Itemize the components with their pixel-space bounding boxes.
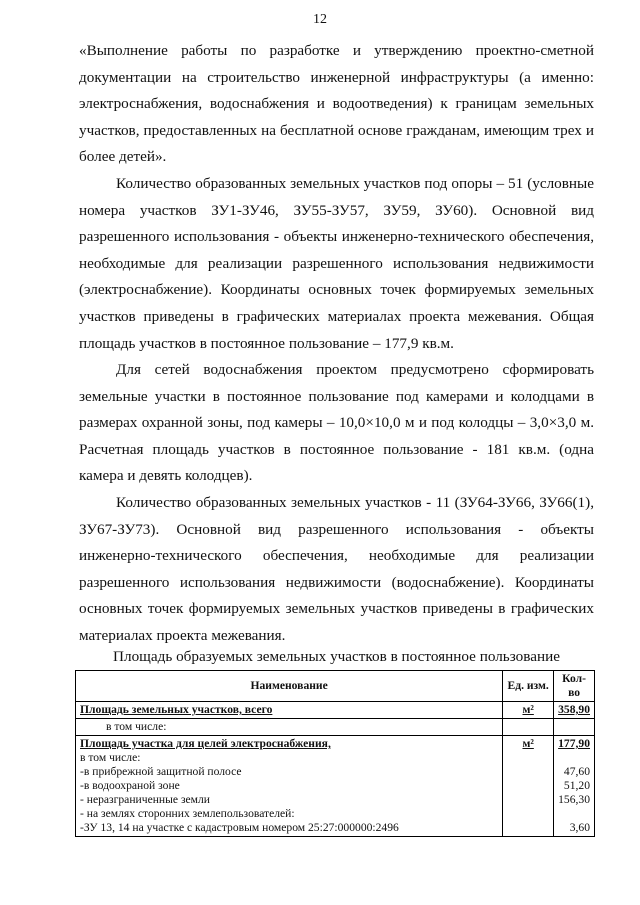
electric-sub-value: [558, 807, 590, 821]
paragraph-project-title: «Выполнение работы по разработке и утверждению проектно-сметной документации на строительство инженерной инфраструктуры (а именно: электроснабжения, водоснабжения и водоотведения) к границам земельных участков, предоставленных на бесплатной основе гражданам, имеющим трех и более детей».: [79, 42, 594, 166]
empty-cell: [554, 719, 595, 736]
including-label: в том числе:: [76, 719, 503, 736]
electric-sub-label: -в прибрежной защитной полосе: [80, 765, 242, 778]
electric-name-cell: [76, 736, 503, 837]
table-caption: Площадь образуемых земельных участков в постоянное пользование: [113, 648, 560, 665]
table-row: [76, 702, 595, 719]
table-header-row: [76, 671, 595, 702]
electric-sub-value: 47,60: [563, 765, 590, 778]
header-qty: Кол-во: [554, 671, 595, 702]
electric-sub-label: -в водоохраной зоне: [80, 779, 180, 792]
table-row: [76, 719, 595, 736]
paragraph-water-network: Для сетей водоснабжения проектом предусмотрено сформировать земельные участки в постоянное пользование под камерами и колодцами в размерах охранной зоны, под камеры – 10,0×10,0 м и под колодцы – 3,0×3,0 м. Расчетная площадь участков в постоянное пользование - 181 кв.м. (одна камера и девять колодцев).: [79, 361, 594, 485]
electric-unit: м²: [503, 736, 554, 837]
table-row: [76, 736, 595, 837]
electric-sub-value: 156,30: [558, 793, 590, 806]
empty-cell: [503, 719, 554, 736]
total-name: Площадь земельных участков, всего: [76, 702, 503, 719]
electric-name: Площадь участка для целей электроснабжения,: [80, 737, 331, 750]
paragraph-water-plots: Количество образованных земельных участков - 11 (ЗУ64-ЗУ66, ЗУ66(1), ЗУ67-ЗУ73). Основной вид разрешенного использования - объекты инженерно-технического обеспечения, необходимые для реализации разрешенного использования недвижимости (водоснабжение). Координаты основных точек формируемых земельных участков приведены в графических материалах проекта межевания.: [79, 494, 594, 644]
total-qty: 358,90: [554, 702, 595, 719]
electric-sub-label: -ЗУ 13, 14 на участке с кадастровым номером 25:27:000000:2496: [80, 821, 399, 834]
electric-sub-label: - на землях сторонних землепользователей:: [80, 807, 295, 820]
header-name: Наименование: [76, 671, 503, 702]
electric-values-cell: [554, 736, 595, 837]
electric-sub-label: - неразграниченные земли: [80, 793, 211, 806]
header-unit: Ед. изм.: [503, 671, 554, 702]
electric-sub-value: 51,20: [563, 779, 590, 792]
electric-sub-value: 3,60: [569, 821, 590, 834]
electric-qty: 177,90: [558, 737, 590, 750]
electric-sub-label: в том числе:: [80, 751, 141, 764]
paragraph-electric-plots: Количество образованных земельных участков под опоры – 51 (условные номера участков ЗУ1-ЗУ46, ЗУ55-ЗУ57, ЗУ59, ЗУ60). Основной вид разрешенного использования - объекты инженерно-технического обеспечения, необходимые для реализации разрешенного использования недвижимости (электроснабжение). Координаты основных точек формируемых земельных участков приведены в графических материалах проекта межевания. Общая площадь участков в постоянное пользование – 177,9 кв.м.: [79, 175, 594, 352]
electric-sub-value: [558, 751, 590, 765]
areas-table: [75, 670, 595, 837]
page-number: 12: [313, 12, 327, 27]
total-unit: м²: [503, 702, 554, 719]
